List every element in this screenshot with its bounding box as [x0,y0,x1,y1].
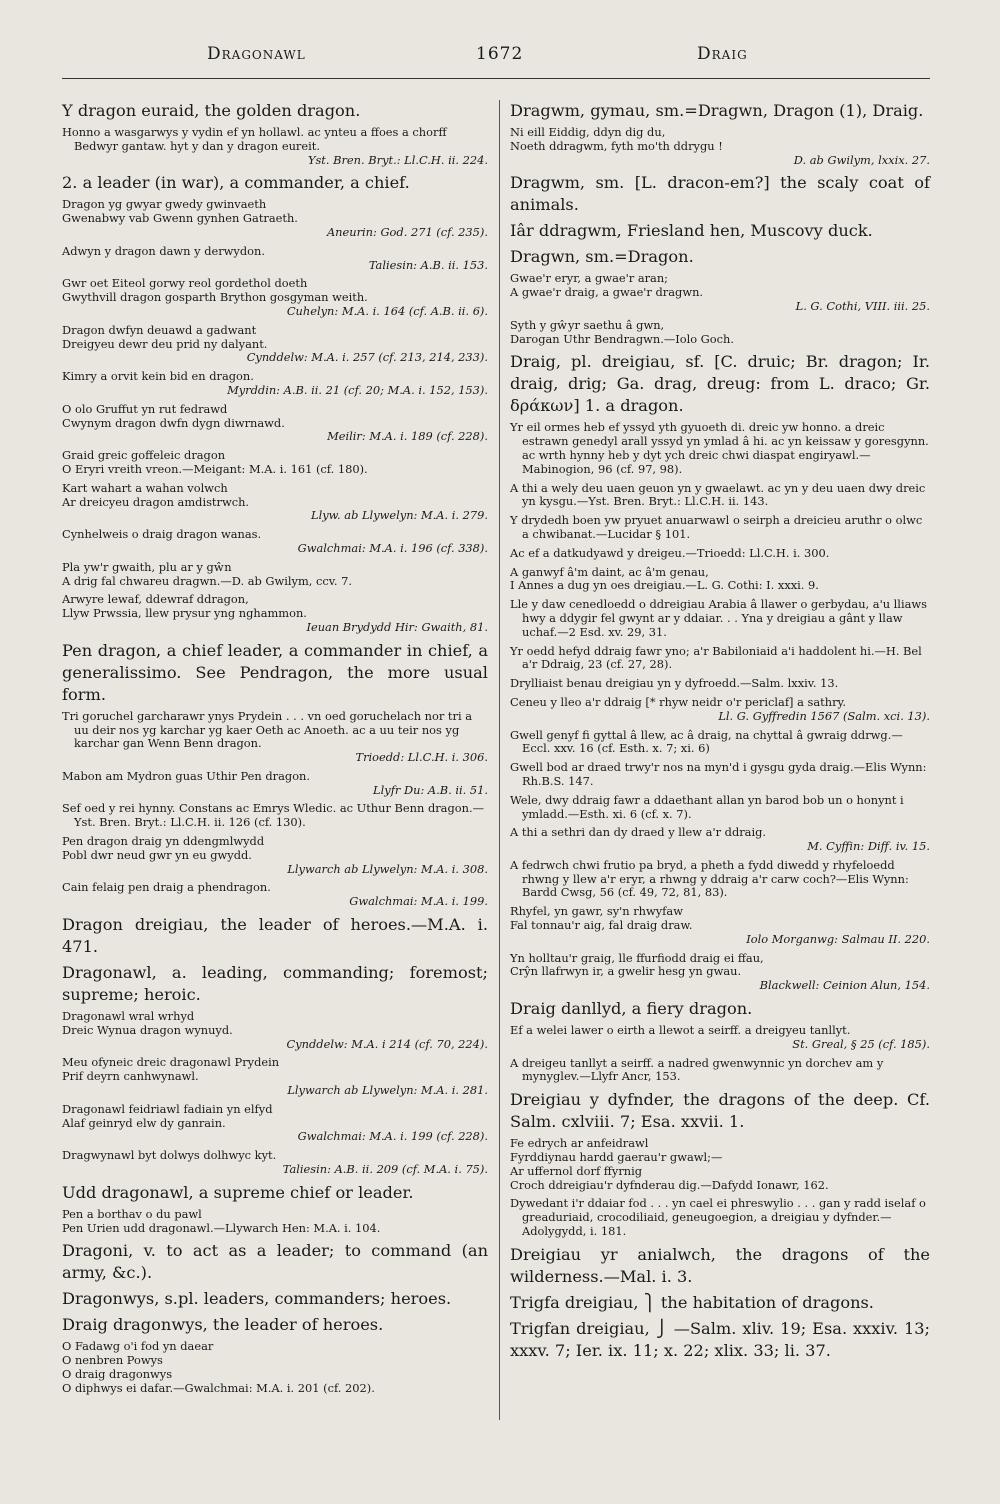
quote-line: O Fadawg o'i fod yn daear [62,1339,214,1354]
quote-line: O draig dragonwys [62,1367,173,1382]
citation-quote [510,729,930,757]
dictionary-entry: Dragwn, sm.=Dragon. [510,247,694,267]
quote-source: Ll. G. Gyffredin 1567 (Salm. xci. 13). [718,708,930,723]
citation-quote [62,528,488,556]
quote-line: Pen dragon draig yn ddengmlwydd [62,834,265,849]
dictionary-entry: 2. a leader (in war), a commander, a chief. [62,173,410,193]
quote-line: Cain felaig pen draig a phendragon. [62,880,271,895]
quote-source: St. Greal, § 25 (cf. 185). [792,1036,930,1051]
quote-source: Gwalchmai: M.A. i. 199. [349,894,488,909]
quote-source: Meilir: M.A. i. 189 (cf. 228). [327,429,488,444]
page-number: 1672 [476,44,524,64]
quote-line: Dragon yg gwyar gwedy gwinvaeth [62,197,267,212]
dictionary-entry: Trigfan dreigiau, ⎭ —Salm. xliv. 19; Esa. xxxiv. 13; xxxv. 7; Ier. ix. 11; x. 22; xlix. 33; li. 37. [510,1318,930,1360]
quote-line: Crŷn llafrwyn ir, a gwelir hesg yn gwau. [510,964,742,979]
citation-quote [510,1057,930,1085]
quote-line: O olo Gruffut yn rut fedrawd [62,401,228,416]
quote-line: A ganwyf â'm daint, ac â'm genau, [510,564,709,579]
dictionary-entry: Dragon dreigiau, the leader of heroes.—M.A. i. 471. [62,915,488,957]
dictionary-entry: Draig danllyd, a fiery dragon. [510,999,753,1019]
quote-line: O nenbren Powys [62,1353,163,1368]
quote-line: O Eryri vreith vreon.—Meigant: M.A. i. 161 (cf. 180). [62,461,368,476]
citation-quote [510,859,930,900]
quote-line: Adwyn y dragon dawn y derwydon. [62,243,265,258]
quote-line: I Annes a dug yn oes dreigiau.—L. G. Cothi: I. xxxi. 9. [510,578,819,593]
quote-line: Pen Urien udd dragonawl.—Llywarch Hen: M.A. i. 104. [62,1220,381,1235]
citation-quote [62,370,488,398]
quote-line: A dreigeu tanllyt a seirff. a nadred gwenwynnic yn dorchev am y mynyglev.—Llyfr Ancr, 153. [510,1055,884,1084]
quote-line: Kart wahart a wahan volwch [62,480,228,495]
right-column [510,100,930,1366]
quote-line: Ni eill Eiddig, ddyn dig du, [510,125,666,139]
citation-quote [510,514,930,542]
citation-quote [62,561,488,589]
citation-quote [62,482,488,523]
quote-line: Gwythvill dragon gosparth Brython gosgyman weith. [62,290,368,305]
quote-line: Gwae'r eryr, a gwae'r aran; [510,271,669,286]
dictionary-entry: Dreigiau y dyfnder, the dragons of the deep. Cf. Salm. cxlviii. 7; Esa. xxvii. 1. [510,1090,930,1132]
quote-source: Taliesin: A.B. ii. 153. [368,257,488,272]
quote-line: Dragwynawl byt dolwys dolhwyc kyt. [62,1148,277,1163]
quote-line: Fal tonnau'r aig, fal draig draw. [510,918,693,933]
quote-source: Taliesin: A.B. ii. 209 (cf. M.A. i. 75). [282,1162,488,1177]
citation-quote [62,1208,488,1236]
left-column [62,100,488,1401]
quote-line: Llyw Prwssia, llew prysur yng nghammon. [62,606,307,621]
citation-quote [62,324,488,365]
citation-quote [510,319,930,347]
quote-line: Dragon dwfyn deuawd a gadwant [62,322,257,337]
quote-line: Pla yw'r gwaith, plu ar y gŵn [62,559,232,574]
quote-source: Cuhelyn: M.A. i. 164 (cf. A.B. ii. 6). [286,303,488,318]
citation-quote [62,835,488,876]
citation-quote [62,1010,488,1051]
quote-line: A thi a sethri dan dy draed y llew a'r ddraig. [510,825,767,840]
citation-quote [62,245,488,273]
quote-line: Arwyre lewaf, ddewraf ddragon, [62,592,249,607]
dictionary-entry: Draig, pl. dreigiau, sf. [C. druic; Br. dragon; Ir. draig, drig; Ga. drag, dreug: from L. draco; Gr. δράκων] 1. a dragon. [510,352,930,416]
citation-quote [510,272,930,313]
quote-line: Wele, dwy ddraig fawr a ddaethant allan yn barod bob un o honynt i ymladd.—Esth. xi. 6 (cf. x. 7). [510,792,904,821]
column-divider [499,100,500,1420]
quote-line: Yr oedd hefyd ddraig fawr yno; a'r Babiloniaid a'i haddolent hi.—H. Bel a'r Ddraig, 23 (cf. 27, 28). [510,643,922,672]
quote-line: Kimry a orvit kein bid en dragon. [62,369,254,384]
citation-quote [510,677,930,691]
quote-line: Dragonawl feidriawl fadiain yn elfyd [62,1101,273,1116]
quote-line: Gwell genyf fi gyttal â llew, ac â draig, na chyttal â gwraig ddrwg.—Eccl. xxv. 16 (cf. Esth. x. 7; xi. 6) [510,727,903,756]
dictionary-entry: Dragonwys, s.pl. leaders, commanders; heroes. [62,1289,452,1309]
quote-line: Lle y daw cenedloedd o ddreigiau Arabia â llawer o gerbydau, a'u lliaws hwy a ddygir fel gwynt ar y ddaiar. . . Yna y dreigiau a gânt y llaw uchaf.—2 Esd. xv. 29, 31. [510,597,927,639]
dictionary-entry: Pen dragon, a chief leader, a commander in chief, a generalissimo. See Pendragon, the more usual form. [62,640,488,704]
quote-source: Llyfr Du: A.B. ii. 51. [373,782,488,797]
citation-quote [510,794,930,822]
quote-line: O diphwys ei dafar.—Gwalchmai: M.A. i. 201 (cf. 202). [62,1380,375,1395]
quote-source: Llyw. ab Llywelyn: M.A. i. 279. [311,508,488,523]
citation-quote [62,710,488,765]
citation-quote [62,1056,488,1097]
quote-line: Drylliaist benau dreigiau yn y dyfroedd.—Salm. lxxiv. 13. [510,676,839,691]
dictionary-entry: Y dragon euraid, the golden dragon. [62,101,361,120]
quote-source: Myrddin: A.B. ii. 21 (cf. 20; M.A. i. 152, 153). [227,382,488,397]
citation-quote [510,826,930,854]
quote-source: L. G. Cothi, VIII. iii. 25. [795,298,930,313]
citation-quote [62,126,488,167]
quote-line: Syth y gŵyr saethu â gwn, [510,317,665,332]
running-head-left: Dragonawl [207,44,306,64]
quote-source: Blackwell: Ceinion Alun, 154. [759,978,930,993]
dictionary-entry: Dreigiau yr anialwch, the dragons of the wilderness.—Mal. i. 3. [510,1244,930,1286]
citation-quote [510,696,930,724]
quote-line: Gwell bod ar draed trwy'r nos na myn'd i gysgu gyda draig.—Elis Wynn: Rh.B.S. 147. [510,760,927,788]
quote-source: Ieuan Brydydd Hir: Gwaith, 81. [306,619,488,634]
citation-quote [62,593,488,634]
quote-source: Llywarch ab Llywelyn: M.A. i. 308. [287,861,488,876]
citation-quote [62,1340,488,1395]
citation-quote [62,403,488,444]
quote-line: Pen a borthav o du pawl [62,1206,202,1221]
quote-line: Graid greic goffeleic dragon [62,448,226,463]
citation-quote [510,1024,930,1052]
quote-source: Iolo Morganwg: Salmau II. 220. [746,931,930,946]
quote-line: Ac ef a datkudyawd y dreigeu.—Trioedd: Ll.C.H. i. 300. [510,545,830,560]
citation-quote [62,449,488,477]
running-head-right: Draig [697,44,748,64]
quote-line: A drig fal chwareu dragwn.—D. ab Gwilym, ccv. 7. [62,573,352,588]
quote-line: Fyrddiynau hardd gaerau'r gwawl;— [510,1150,723,1165]
quote-source: Gwalchmai: M.A. i. 196 (cf. 338). [297,540,488,555]
citation-quote [510,1137,930,1192]
quote-line: Cynhelweis o draig dragon wanas. [62,527,262,542]
quote-line: Gwenabwy vab Gwenn gynhen Gatraeth. [62,211,298,226]
citation-quote [62,1103,488,1144]
dictionary-entry: Iâr ddragwm, Friesland hen, Muscovy duck. [510,221,873,241]
quote-line: Ar dreicyeu dragon amdistrwch. [62,494,250,509]
quote-line: Ef a welei lawer o eirth a llewot a seirff. a dreigyeu tanllyt. [510,1023,851,1038]
quote-line: Yr eil ormes heb ef yssyd yth gyuoeth di. dreic yw honno. a dreic estrawn genedyl arall yssyd yn ymlad â hi. ac yn keissaw y goresgynn. ac wrth hynny heb y dyt ych dreic chwi diaspat engiryawl.—Mabinogion, 96 (cf. 97, 98). [510,420,929,476]
quote-line: Honno a wasgarwys y vydin ef yn hollawl. ac ynteu a ffoes a chorff Bedwyr gantaw. hyt y dan y dragon eureit. [62,125,447,153]
quote-line: Yn holltau'r graig, lle ffurfiodd draig ei ffau, [510,950,764,965]
quote-line: Sef oed y rei hynny. Constans ac Emrys Wledic. ac Uthur Benn dragon.—Yst. Bren. Bryt.: Ll.C.H. ii. 126 (cf. 130). [62,801,484,830]
citation-quote [62,802,488,830]
quote-source: Trioedd: Ll.C.H. i. 306. [355,750,488,765]
citation-quote [510,421,930,476]
quote-line: Meu ofyneic dreic dragonawl Prydein [62,1055,280,1070]
citation-quote [62,198,488,239]
quote-line: Dywedant i'r ddaiar fod . . . yn cael ei phreswylio . . . gan y radd iselaf o greaduriaid, crocodiliaid, geneugoegion, a dreigiau y dyfnder.—Adolygydd, i. 181. [510,1196,926,1239]
citation-quote [62,881,488,909]
dictionary-entry: Dragwm, sm. [L. dracon-em?] the scaly coat of animals. [510,173,930,215]
quote-line: Noeth ddragwm, fyth mo'th ddrygu ! [510,138,723,153]
dictionary-entry: Dragwm, gymau, sm.=Dragwn, Dragon (1), Draig. [510,101,924,120]
citation-quote [510,566,930,594]
quote-source: Gwalchmai: M.A. i. 199 (cf. 228). [297,1129,488,1144]
quote-source: Llywarch ab Llywelyn: M.A. i. 281. [287,1083,488,1098]
quote-line: Fe edrych ar anfeidrawl [510,1136,649,1151]
dictionary-entry: Udd dragonawl, a supreme chief or leader. [62,1182,414,1202]
quote-line: A thi a wely deu uaen geuon yn y gwaelawt. ac yn y deu uaen dwy dreic yn kysgu.—Yst. Bren. Bryt.: Ll.C.H. ii. 143. [510,480,926,509]
quote-line: Dreigyeu dewr deu prid ny dalyant. [62,336,268,351]
dictionary-entry: Dragoni, v. to act as a leader; to command (an army, &c.). [62,1241,488,1283]
quote-line: Dragonawl wral wrhyd [62,1009,195,1024]
citation-quote [510,482,930,510]
quote-line: Croch ddreigiau'r dyfnderau dig.—Dafydd Ionawr, 162. [510,1177,829,1192]
quote-line: Gwr oet Eiteol gorwy reol gordethol doeth [62,276,308,291]
quote-line: Cwynym dragon dwfn dygn diwrnawd. [62,415,285,430]
dictionary-entry: Trigfa dreigiau, ⎫ the habitation of dragons. [510,1292,874,1312]
citation-quote [510,645,930,673]
quote-source: D. ab Gwilym, lxxix. 27. [793,152,930,167]
citation-quote [510,547,930,561]
quote-source: Aneurin: God. 271 (cf. 235). [326,224,488,239]
quote-source: Cynddelw: M.A. i. 257 (cf. 213, 214, 233). [246,350,488,365]
quote-line: Pobl dwr neud gwr yn eu gwydd. [62,847,252,862]
citation-quote [62,277,488,318]
citation-quote [62,770,488,798]
header-rule [62,78,930,79]
citation-quote [62,1149,488,1177]
quote-source: Cynddelw: M.A. i 214 (cf. 70, 224). [286,1036,488,1051]
dictionary-entry: Dragonawl, a. leading, commanding; foremost; supreme; heroic. [62,963,488,1005]
quote-line: Ceneu y lleo a'r ddraig [* rhyw neidr o'r periclaf] a sathry. [510,694,847,709]
dictionary-entry: Draig dragonwys, the leader of heroes. [62,1315,384,1335]
quote-source: M. Cyffin: Diff. iv. 15. [807,839,930,854]
citation-quote [510,952,930,993]
quote-line: Darogan Uthr Bendragwn.—Iolo Goch. [510,331,734,346]
quote-line: A fedrwch chwi frutio pa bryd, a pheth a fydd diwedd y rhyfeloedd rhwng y llew a'r eryr, a rhwng y ddraig a'r carw coch?—Elis Wynn: Bardd Cwsg, 56 (cf. 49, 72, 81, 83). [510,857,909,900]
citation-quote [510,761,930,789]
citation-quote [510,126,930,167]
quote-line: Rhyfel, yn gawr, sy'n rhwyfaw [510,904,683,919]
quote-line: Ar uffernol dorf ffyrnig [510,1163,643,1178]
citation-quote [510,905,930,946]
quote-line: Alaf geinryd elw dy ganrain. [62,1115,226,1130]
citation-quote [510,598,930,639]
citation-quote [510,1197,930,1238]
quote-source: Yst. Bren. Bryt.: Ll.C.H. ii. 224. [307,152,488,167]
quote-line: Tri goruchel garcharawr ynys Prydein . . . vn oed goruchelach nor tri a uu deir nos yg karchar yg kaer Oeth ac Anoeth. ac a uu teir nos yg karchar gan Wenn Benn dragon. [62,708,473,751]
quote-line: Mabon am Mydron guas Uthir Pen dragon. [62,768,311,783]
quote-line: Dreic Wynua dragon wynuyd. [62,1022,233,1037]
quote-line: A gwae'r draig, a gwae'r dragwn. [510,285,704,300]
quote-line: Y drydedh boen yw pryuet anuarwawl o seirph a dreicieu aruthr o olwc a chwibanat.—Lucidar § 101. [510,513,923,541]
quote-line: Prif deyrn canhwynawl. [62,1069,199,1084]
